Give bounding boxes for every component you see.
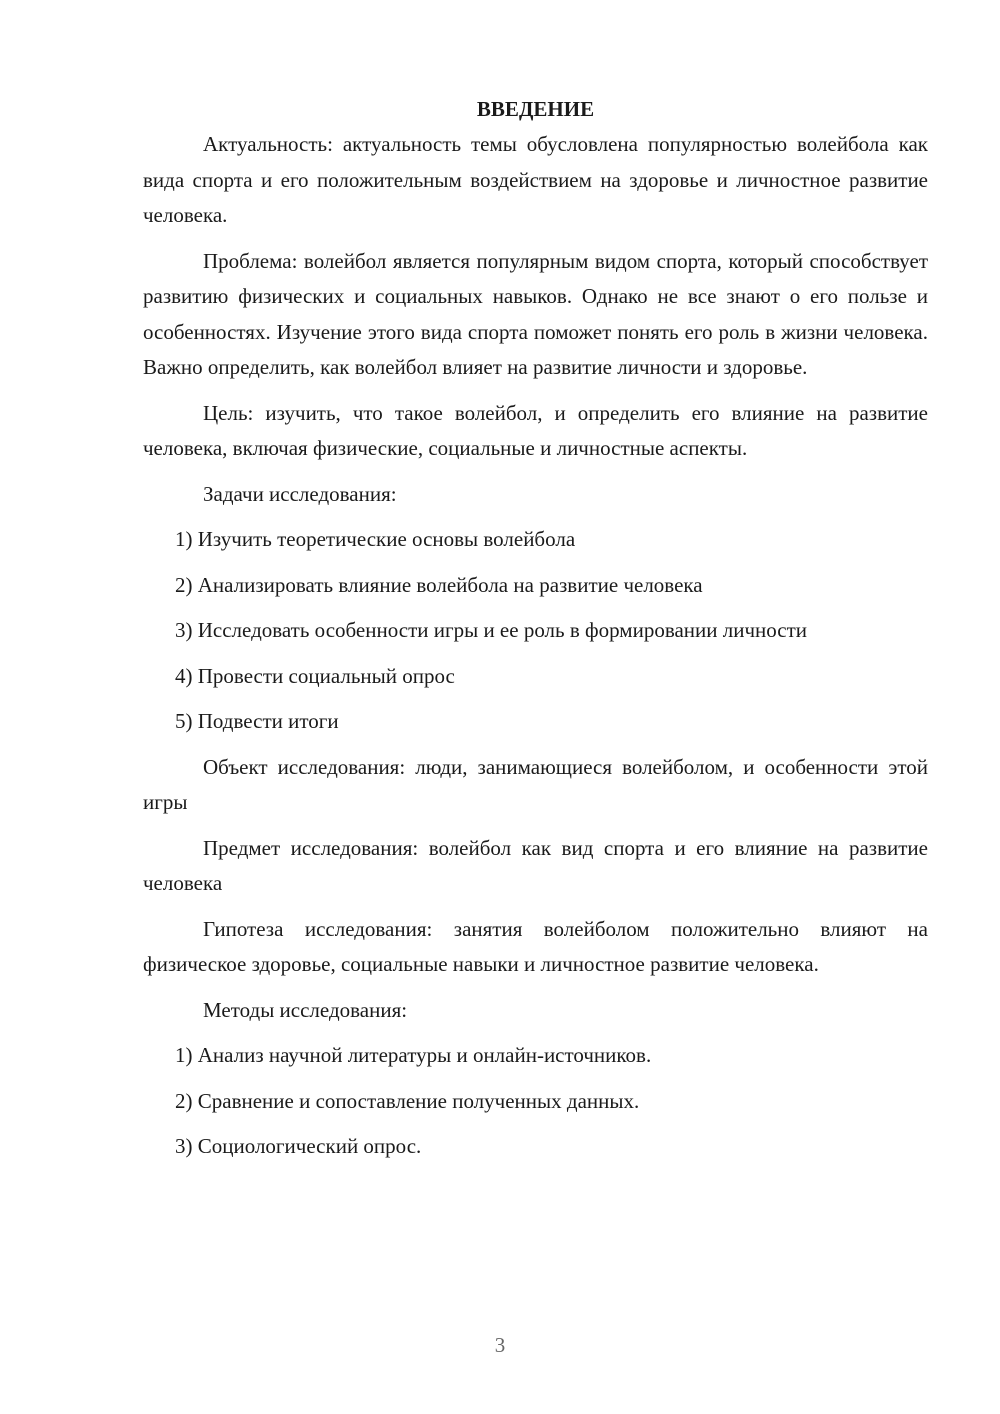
methods-list [143,1038,928,1165]
problem-paragraph: Проблема: волейбол является популярным видом спорта, который способствует развитию физических и социальных навыков. Однако не все знают о его пользе и особенностях. Изучение этого вида спорта поможет понять его роль в жизни человека. Важно определить, как волейбол влияет на развитие личности и здоровье. [143,248,928,379]
page-number: 3 [494,1333,506,1357]
methods-label: Методы исследования: [203,997,408,1022]
tasks-list [143,522,928,740]
list-item: 3) Исследовать особенности игры и ее роль в формировании личности [175,618,808,642]
list-item: 2) Сравнение и сопоставление полученных данных. [175,1088,640,1113]
subject-paragraph: Предмет исследования: волейбол как вид спорта и его влияние на развитие человека [143,835,928,895]
list-item: 1) Изучить теоретические основы волейбола [175,527,576,551]
relevance-paragraph: Актуальность: актуальность темы обусловлена популярностью волейбола как вида спорта и его положительным воздействием на здоровье и личностное развитие человека. [143,132,928,227]
hypothesis-paragraph: Гипотеза исследования: занятия волейболом положительно влияют на физическое здоровье, социальные навыки и личностное развитие человека. [143,916,928,976]
list-item: 1) Анализ научной литературы и онлайн-источников. [175,1043,652,1067]
tasks-label: Задачи исследования: [203,481,397,506]
list-item: 3) Социологический опрос. [175,1134,422,1158]
list-item: 4) Провести социальный опрос [175,663,455,688]
goal-paragraph: Цель: изучить, что такое волейбол, и определить его влияние на развитие человека, включая физические, социальные и личностные аспекты. [143,400,928,460]
page-title: ВВЕДЕНИЕ [476,97,595,121]
object-paragraph: Объект исследования: люди, занимающиеся волейболом, и особенности этой игры [143,754,928,814]
document-page [143,92,928,1175]
list-item: 2) Анализировать влияние волейбола на развитие человека [175,572,703,597]
list-item: 5) Подвести итоги [175,709,339,733]
